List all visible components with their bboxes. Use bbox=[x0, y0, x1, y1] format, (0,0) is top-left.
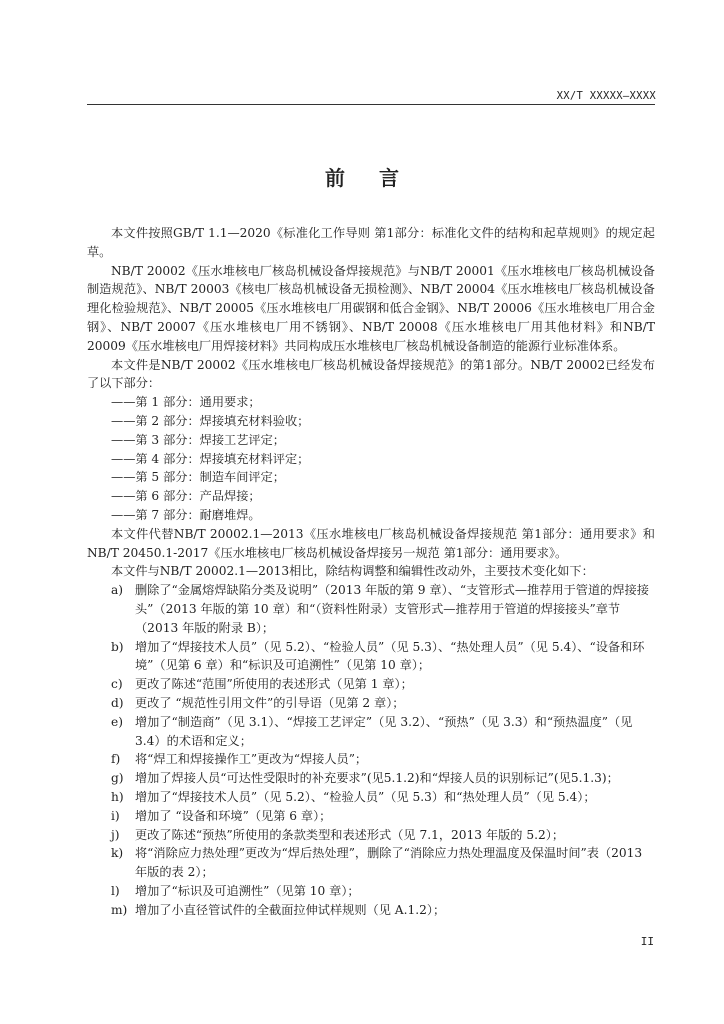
paragraph-standard-system: NB/T 20002《压水堆核电厂核岛机械设备焊接规范》与NB/T 20001《压水堆核电厂核岛机械设备制造规范》、NB/T 20003《核电厂核岛机械设备无损检测》、NB/T 20004《压水堆核电厂核岛机械设备理化检验规范》、NB/T 20005《压水堆核电厂用碳钢和低合金钢》、NB/T 20006《压水堆核电厂用合金钢》、NB/T 20007《压水堆核电厂用不锈钢》、NB/T 20008《压水堆核电厂用其他材料》和NB/T 20009《压水堆核电厂用焊接材料》共同构成压水堆核电厂核岛机械设备制造的能源行业标准体系。 bbox=[87, 263, 655, 353]
list-item bbox=[87, 713, 655, 751]
list-item bbox=[87, 638, 655, 676]
header-rule bbox=[87, 104, 655, 105]
page-number: II bbox=[640, 935, 654, 948]
list-marker: c) bbox=[111, 677, 123, 692]
header-code: XX/T XXXXX—XXXX bbox=[556, 90, 656, 102]
foreword-content bbox=[87, 224, 655, 919]
list-item bbox=[87, 807, 655, 826]
list-item: ——第 5 部分：制造车间评定； bbox=[111, 470, 285, 485]
list-marker: m) bbox=[111, 902, 128, 917]
list-item-text: 更改了陈述“预热”所使用的条款类型和表述形式（见 7.1，2013 年版的 5.2）； bbox=[135, 827, 565, 842]
list-item-text: 增加了焊接人员“可达性受限时的补充要求”(见5.1.2)和“焊接人员的识别标记”(见5.1.3)； bbox=[135, 771, 619, 786]
list-item bbox=[87, 826, 655, 845]
list-item bbox=[87, 788, 655, 807]
list-marker: h) bbox=[111, 789, 124, 804]
list-marker: b) bbox=[111, 639, 124, 654]
list-item bbox=[87, 844, 655, 882]
changes-list bbox=[87, 581, 655, 919]
list-marker: l) bbox=[111, 883, 120, 898]
list-item: ——第 3 部分：焊接工艺评定； bbox=[111, 432, 285, 447]
list-item: ——第 4 部分：焊接填充材料评定； bbox=[111, 451, 310, 466]
list-item: ——第 6 部分：产品焊接； bbox=[111, 489, 261, 504]
list-item bbox=[87, 581, 655, 637]
list-item-text: 更改了 “规范性引用文件”的引导语（见第 2 章）； bbox=[135, 695, 405, 710]
list-item bbox=[87, 694, 655, 713]
list-item-text: 将“消除应力热处理”更改为“焊后热处理”，删除了“消除应力热处理温度及保温时间”表（2013 年版的表 2）； bbox=[135, 846, 643, 880]
list-item-text: 增加了“焊接技术人员”（见 5.2）、“检验人员”（见 5.3）和“热处理人员”（见 5.4）； bbox=[135, 789, 596, 804]
list-marker: g) bbox=[111, 771, 124, 786]
paragraph-drafting-rules: 本文件按照GB/T 1.1—2020《标准化工作导则 第1部分：标准化文件的结构和起草规则》的规定起草。 bbox=[87, 226, 655, 259]
list-item bbox=[87, 750, 655, 769]
list-marker: f) bbox=[111, 752, 121, 767]
list-item-text: 增加了“焊接技术人员”（见 5.2）、“检验人员”（见 5.3）、“热处理人员”（见 5.4）、“设备和环境”（见第 6 章）和“标识及可追溯性”（见第 10 章）； bbox=[135, 639, 645, 673]
list-marker: i) bbox=[111, 808, 120, 823]
list-item: ——第 7 部分：耐磨堆焊。 bbox=[111, 507, 261, 522]
list-item bbox=[87, 901, 655, 920]
parts-list bbox=[87, 393, 655, 525]
list-marker: e) bbox=[111, 714, 123, 729]
list-item-text: 增加了小直径管试件的全截面拉伸试样规则（见 A.1.2）； bbox=[135, 902, 446, 917]
list-marker: d) bbox=[111, 695, 124, 710]
list-item-text: 增加了“标识及可追溯性”（见第 10 章）； bbox=[135, 883, 360, 898]
list-item: ——第 1 部分：通用要求； bbox=[111, 395, 261, 410]
list-item bbox=[87, 769, 655, 788]
list-item bbox=[87, 882, 655, 901]
list-marker: k) bbox=[111, 846, 124, 861]
paragraph-part-intro: 本文件是NB/T 20002《压水堆核电厂核岛机械设备焊接规范》的第1部分。NB/T 20002已经发布了以下部分： bbox=[87, 357, 655, 391]
paragraph-changes-intro: 本文件与NB/T 20002.1—2013相比，除结构调整和编辑性改动外，主要技术变化如下： bbox=[111, 564, 594, 579]
page-title: 前言 bbox=[325, 166, 433, 190]
list-item-text: 增加了“制造商”（见 3.1）、“焊接工艺评定”（见 3.2）、“预热”（见 3.3）和“预热温度”（见 3.4）的术语和定义； bbox=[135, 714, 633, 748]
list-marker: j) bbox=[111, 827, 120, 842]
list-item: ——第 2 部分：焊接填充材料验收； bbox=[111, 413, 310, 428]
list-item-text: 更改了陈述“范围”所使用的表述形式（见第 1 章）； bbox=[135, 677, 413, 692]
list-item-text: 增加了 “设备和环境”（见第 6 章）； bbox=[135, 808, 332, 823]
list-item-text: 将“焊工和焊接操作工”更改为“焊接人员”； bbox=[135, 752, 368, 767]
list-item-text: 删除了“金属熔焊缺陷分类及说明”（2013 年版的第 9 章）、“支管形式—推荐用于管道的焊接接头”（2013 年版的第 10 章）和“（资料性附录）支管形式—推荐用于管道的焊接接头”章节（2013 年版的附录 B）； bbox=[135, 583, 649, 635]
list-item bbox=[87, 675, 655, 694]
list-marker: a) bbox=[111, 583, 124, 598]
paragraph-replacement: 本文件代替NB/T 20002.1—2013《压水堆核电厂核岛机械设备焊接规范 第1部分：通用要求》和NB/T 20450.1-2017《压水堆核电厂核岛机械设备焊接另一规范 第1部分：通用要求》。 bbox=[87, 526, 655, 560]
